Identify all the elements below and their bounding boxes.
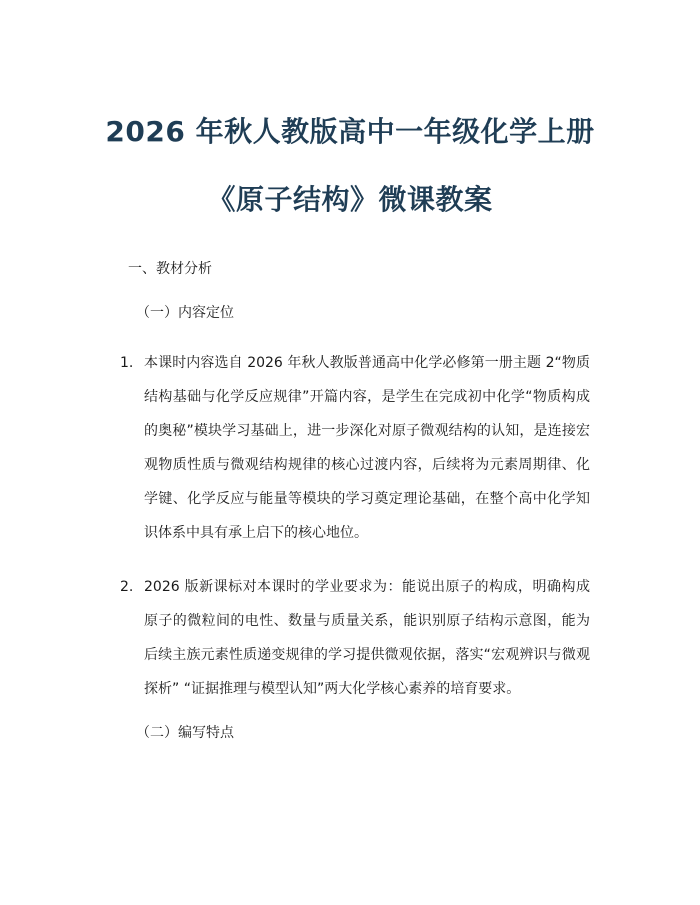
list-item-text: 2026 版新课标对本课时的学业要求为：能说出原子的构成，明确构成原子的微粒间的电性、数量与质量关系，能识别原子结构示意图，能为后续主族元素性质递变规律的学习提供微观依据，落实“宏观辨识与微观探析” “证据推理与模型认知”两大化学核心素养的培育要求。	[144, 579, 590, 697]
list-item-text: 本课时内容选自 2026 年秋人教版普通高中化学必修第一册主题 2“物质结构基础与化学反应规律”开篇内容，是学生在完成初中化学“物质构成的奥秘”模块学习基础上，进一步深化对原子微观结构的认知，是连接宏观物质性质与微观结构规律的核心过渡内容，后续将为元素周期律、化学键、化学反应与能量等模块的学习奠定理论基础，在整个高中化学知识体系中具有承上启下的核心地位。	[144, 355, 590, 541]
list-item	[120, 570, 590, 706]
document-title-line-1: 2026 年秋人教版高中一年级化学上册	[105, 115, 595, 148]
list-item-number: 2.	[120, 579, 134, 595]
list-item-number: 1.	[120, 355, 134, 371]
numbered-list	[120, 346, 590, 550]
subsection-heading-writing-features: （二）编写特点	[136, 725, 234, 741]
document-title-line-2: 《原子结构》微课教案	[207, 183, 493, 216]
numbered-list	[120, 570, 590, 706]
subsection-heading-content-positioning: （一）内容定位	[136, 305, 234, 321]
list-item	[120, 346, 590, 550]
section-heading-textbook-analysis: 一、教材分析	[128, 261, 212, 277]
